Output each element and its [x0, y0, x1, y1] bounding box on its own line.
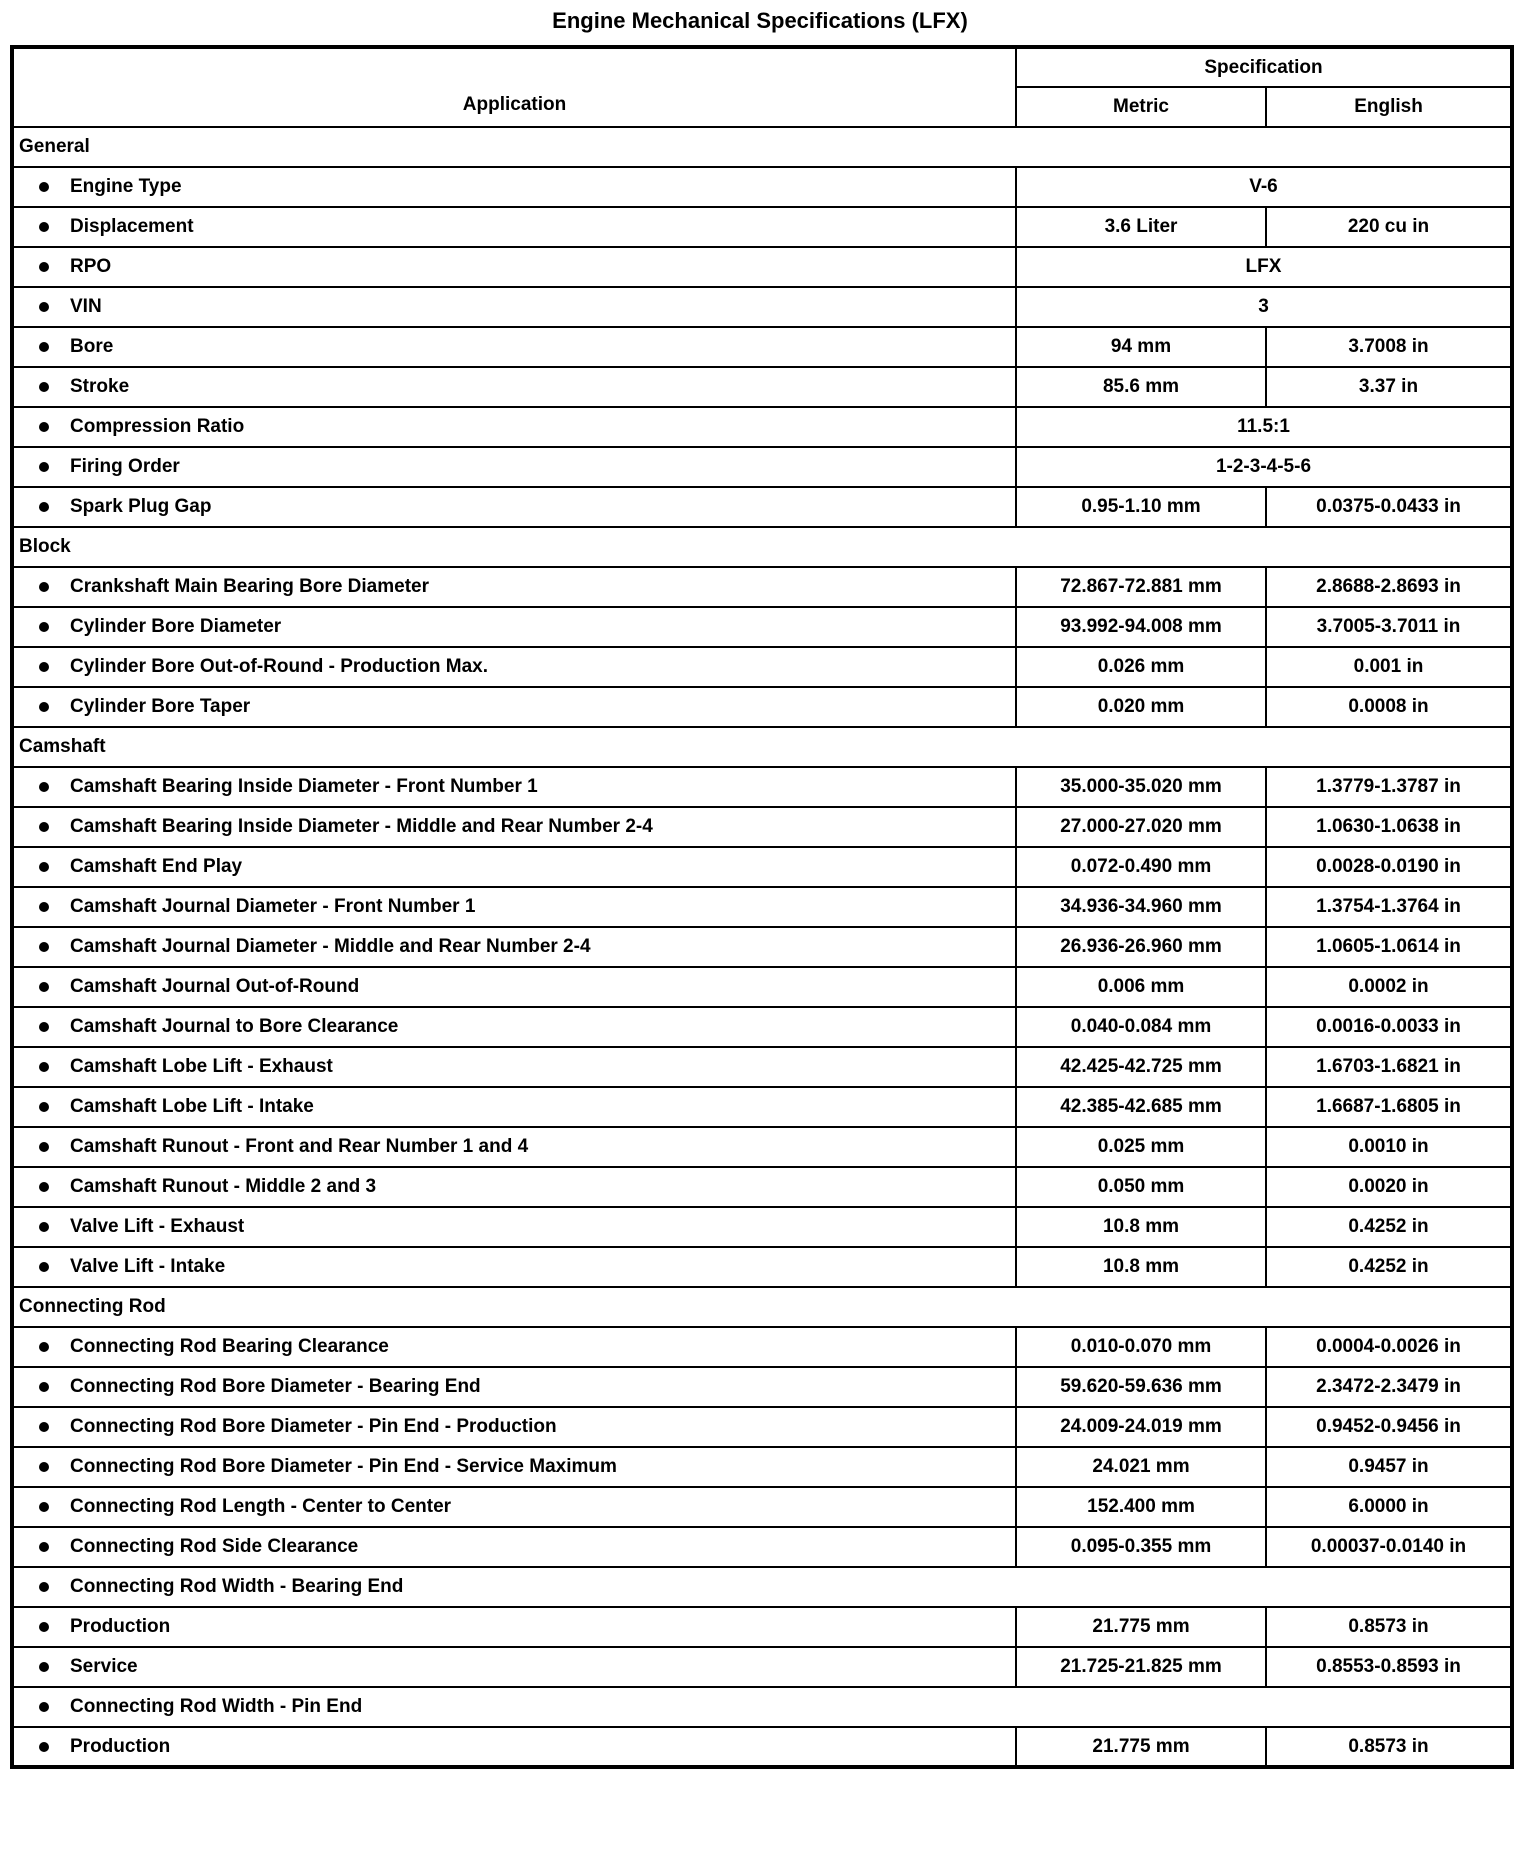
spec-value-english: 0.0375-0.0433 in	[1266, 487, 1512, 527]
spec-value-metric: 24.009-24.019 mm	[1016, 1407, 1266, 1447]
table-row	[12, 687, 1512, 727]
table-row	[12, 927, 1512, 967]
section-label: Camshaft	[12, 727, 1512, 767]
application-cell	[12, 1727, 1016, 1767]
application-cell	[12, 487, 1016, 527]
application-label: Cylinder Bore Out-of-Round - Production Max.	[70, 656, 488, 677]
application-label: Crankshaft Main Bearing Bore Diameter	[70, 576, 429, 597]
application-label: Camshaft Journal to Bore Clearance	[70, 1016, 399, 1037]
spec-value-english: 0.0016-0.0033 in	[1266, 1007, 1512, 1047]
table-row	[12, 807, 1512, 847]
application-label: Connecting Rod Bore Diameter - Bearing End	[70, 1376, 481, 1397]
bullet-icon	[39, 1062, 49, 1072]
bullet-icon	[39, 1582, 49, 1592]
table-row	[12, 1487, 1512, 1527]
spec-value-metric: 21.775 mm	[1016, 1727, 1266, 1767]
spec-value-english: 0.001 in	[1266, 647, 1512, 687]
spec-value-combined: 11.5:1	[1016, 407, 1512, 447]
table-row	[12, 247, 1512, 287]
section-row	[12, 1287, 1512, 1327]
bullet-icon	[39, 302, 49, 312]
spec-value-english: 1.6687-1.6805 in	[1266, 1087, 1512, 1127]
spec-value-metric: 10.8 mm	[1016, 1247, 1266, 1287]
table-row	[12, 287, 1512, 327]
spec-value-english: 0.0008 in	[1266, 687, 1512, 727]
table-row	[12, 847, 1512, 887]
application-cell	[12, 447, 1016, 487]
spec-value-metric: 21.725-21.825 mm	[1016, 1647, 1266, 1687]
application-cell	[12, 1407, 1016, 1447]
bullet-icon	[39, 1262, 49, 1272]
spec-value-metric: 0.040-0.084 mm	[1016, 1007, 1266, 1047]
application-cell	[12, 247, 1016, 287]
page-title: Engine Mechanical Specifications (LFX)	[552, 8, 968, 33]
application-label: Production	[70, 1616, 171, 1637]
application-cell	[12, 687, 1016, 727]
bullet-icon	[39, 942, 49, 952]
spec-value-english: 2.3472-2.3479 in	[1266, 1367, 1512, 1407]
table-row	[12, 1367, 1512, 1407]
table-row	[12, 1167, 1512, 1207]
bullet-icon	[39, 1382, 49, 1392]
application-label: Connecting Rod Bearing Clearance	[70, 1336, 389, 1357]
header-row-top	[12, 47, 1512, 87]
table-row	[12, 487, 1512, 527]
application-label: Camshaft Lobe Lift - Intake	[70, 1096, 314, 1117]
spec-value-metric: 26.936-26.960 mm	[1016, 927, 1266, 967]
bullet-icon	[39, 862, 49, 872]
spec-value-metric: 0.95-1.10 mm	[1016, 487, 1266, 527]
application-label: RPO	[70, 256, 112, 277]
table-body	[12, 127, 1512, 1767]
spec-value-combined: V-6	[1016, 167, 1512, 207]
table-row	[12, 1007, 1512, 1047]
spec-value-metric: 10.8 mm	[1016, 1207, 1266, 1247]
application-cell	[12, 1527, 1016, 1567]
column-header-metric: Metric	[1016, 87, 1266, 127]
table-row	[12, 1567, 1512, 1607]
spec-value-english: 3.7008 in	[1266, 327, 1512, 367]
bullet-icon	[39, 502, 49, 512]
application-label: Engine Type	[70, 176, 182, 197]
table-row	[12, 1687, 1512, 1727]
application-label: Camshaft Runout - Front and Rear Number 1 and 4	[70, 1136, 529, 1157]
application-label: Service	[70, 1656, 138, 1677]
application-label: Connecting Rod Side Clearance	[70, 1536, 359, 1557]
table-row	[12, 367, 1512, 407]
bullet-icon	[39, 1422, 49, 1432]
application-label: Bore	[70, 336, 114, 357]
spec-value-metric: 0.010-0.070 mm	[1016, 1327, 1266, 1367]
bullet-icon	[39, 822, 49, 832]
application-cell	[12, 927, 1016, 967]
spec-value-english: 0.00037-0.0140 in	[1266, 1527, 1512, 1567]
application-cell	[12, 1327, 1016, 1367]
spec-value-english: 1.0630-1.0638 in	[1266, 807, 1512, 847]
spec-value-metric: 0.095-0.355 mm	[1016, 1527, 1266, 1567]
table-row	[12, 1407, 1512, 1447]
bullet-icon	[39, 1502, 49, 1512]
spec-value-english: 6.0000 in	[1266, 1487, 1512, 1527]
application-cell	[12, 647, 1016, 687]
spec-value-combined: 3	[1016, 287, 1512, 327]
spec-value-metric: 0.025 mm	[1016, 1127, 1266, 1167]
application-label: Valve Lift - Intake	[70, 1256, 226, 1277]
application-cell	[12, 407, 1016, 447]
table-row	[12, 1647, 1512, 1687]
table-row	[12, 207, 1512, 247]
spec-value-english: 3.37 in	[1266, 367, 1512, 407]
spec-value-english: 0.9457 in	[1266, 1447, 1512, 1487]
spec-value-english: 220 cu in	[1266, 207, 1512, 247]
spec-value-english: 0.9452-0.9456 in	[1266, 1407, 1512, 1447]
bullet-icon	[39, 902, 49, 912]
application-label: Camshaft Bearing Inside Diameter - Front Number 1	[70, 776, 538, 797]
bullet-icon	[39, 1142, 49, 1152]
spec-value-metric: 42.385-42.685 mm	[1016, 1087, 1266, 1127]
application-label: Camshaft Lobe Lift - Exhaust	[70, 1056, 333, 1077]
section-label: Connecting Rod	[12, 1287, 1512, 1327]
bullet-icon	[39, 782, 49, 792]
spec-value-metric: 35.000-35.020 mm	[1016, 767, 1266, 807]
application-label: Spark Plug Gap	[70, 496, 212, 517]
section-label: Block	[12, 527, 1512, 567]
table-header	[12, 47, 1512, 127]
application-cell	[12, 1687, 1512, 1727]
application-cell	[12, 1167, 1016, 1207]
application-label: Camshaft Runout - Middle 2 and 3	[70, 1176, 377, 1197]
application-label: Production	[70, 1735, 171, 1757]
application-cell	[12, 1047, 1016, 1087]
column-header-application: Application	[12, 47, 1016, 127]
application-label: Valve Lift - Exhaust	[70, 1216, 245, 1237]
application-cell	[12, 327, 1016, 367]
application-label: Camshaft Journal Out-of-Round	[70, 976, 360, 997]
bullet-icon	[39, 1622, 49, 1632]
table-row	[12, 1207, 1512, 1247]
table-row	[12, 967, 1512, 1007]
bullet-icon	[39, 622, 49, 632]
spec-value-metric: 85.6 mm	[1016, 367, 1266, 407]
section-row	[12, 727, 1512, 767]
application-label: Compression Ratio	[70, 416, 245, 437]
spec-value-metric: 59.620-59.636 mm	[1016, 1367, 1266, 1407]
spec-value-english: 0.0020 in	[1266, 1167, 1512, 1207]
application-cell	[12, 1247, 1016, 1287]
application-label: Displacement	[70, 216, 194, 237]
bullet-icon	[39, 662, 49, 672]
bullet-icon	[39, 462, 49, 472]
table-row	[12, 167, 1512, 207]
application-label: Connecting Rod Bore Diameter - Pin End - Production	[70, 1416, 557, 1437]
table-row	[12, 1447, 1512, 1487]
application-cell	[12, 1487, 1016, 1527]
table-row	[12, 1047, 1512, 1087]
spec-value-english: 0.8573 in	[1266, 1727, 1512, 1767]
table-row	[12, 327, 1512, 367]
spec-value-english: 1.3779-1.3787 in	[1266, 767, 1512, 807]
spec-value-combined: 1-2-3-4-5-6	[1016, 447, 1512, 487]
table-row	[12, 1527, 1512, 1567]
application-cell	[12, 807, 1016, 847]
application-cell	[12, 847, 1016, 887]
table-row	[12, 1727, 1512, 1767]
application-label: Connecting Rod Width - Bearing End	[70, 1576, 404, 1597]
bullet-icon	[39, 182, 49, 192]
table-row	[12, 447, 1512, 487]
application-label: Connecting Rod Length - Center to Center	[70, 1496, 452, 1517]
application-cell	[12, 567, 1016, 607]
bullet-icon	[39, 582, 49, 592]
spec-value-metric: 0.026 mm	[1016, 647, 1266, 687]
application-label: Firing Order	[70, 456, 180, 477]
bullet-icon	[39, 262, 49, 272]
bullet-icon	[39, 222, 49, 232]
table-row	[12, 1127, 1512, 1167]
spec-value-combined: LFX	[1016, 247, 1512, 287]
application-label: Cylinder Bore Diameter	[70, 616, 282, 637]
spec-value-english: 0.8553-0.8593 in	[1266, 1647, 1512, 1687]
column-header-english: English	[1266, 87, 1512, 127]
table-row	[12, 1607, 1512, 1647]
application-cell	[12, 1607, 1016, 1647]
application-label: Cylinder Bore Taper	[70, 696, 251, 717]
spec-value-metric: 0.020 mm	[1016, 687, 1266, 727]
application-label: Camshaft Bearing Inside Diameter - Middle and Rear Number 2-4	[70, 816, 653, 837]
column-header-specification: Specification	[1016, 47, 1512, 87]
spec-value-metric: 24.021 mm	[1016, 1447, 1266, 1487]
spec-value-english: 1.3754-1.3764 in	[1266, 887, 1512, 927]
spec-value-english: 0.0028-0.0190 in	[1266, 847, 1512, 887]
bullet-icon	[39, 702, 49, 712]
application-cell	[12, 167, 1016, 207]
bullet-icon	[39, 342, 49, 352]
section-label: General	[12, 127, 1512, 167]
bullet-icon	[39, 1342, 49, 1352]
application-label: VIN	[70, 296, 102, 317]
spec-value-metric: 42.425-42.725 mm	[1016, 1047, 1266, 1087]
spec-value-english: 0.4252 in	[1266, 1207, 1512, 1247]
bullet-icon	[39, 1662, 49, 1672]
bullet-icon	[39, 1542, 49, 1552]
spec-value-english: 0.4252 in	[1266, 1247, 1512, 1287]
bullet-icon	[39, 1022, 49, 1032]
table-row	[12, 1087, 1512, 1127]
application-cell	[12, 287, 1016, 327]
application-label: Connecting Rod Width - Pin End	[70, 1696, 363, 1717]
application-cell	[12, 887, 1016, 927]
application-label: Camshaft Journal Diameter - Front Number 1	[70, 896, 476, 917]
application-cell	[12, 607, 1016, 647]
bullet-icon	[39, 1702, 49, 1712]
spec-value-metric: 0.006 mm	[1016, 967, 1266, 1007]
application-cell	[12, 1127, 1016, 1167]
spec-value-metric: 93.992-94.008 mm	[1016, 607, 1266, 647]
spec-value-metric: 34.936-34.960 mm	[1016, 887, 1266, 927]
spec-value-metric: 94 mm	[1016, 327, 1266, 367]
application-cell	[12, 1087, 1016, 1127]
spec-value-metric: 27.000-27.020 mm	[1016, 807, 1266, 847]
spec-value-english: 2.8688-2.8693 in	[1266, 567, 1512, 607]
bullet-icon	[39, 1462, 49, 1472]
application-cell	[12, 1567, 1512, 1607]
application-label: Camshaft Journal Diameter - Middle and Rear Number 2-4	[70, 936, 591, 957]
spec-value-english: 1.6703-1.6821 in	[1266, 1047, 1512, 1087]
table-row	[12, 1247, 1512, 1287]
section-row	[12, 127, 1512, 167]
application-label: Stroke	[70, 376, 130, 397]
bullet-icon	[39, 1182, 49, 1192]
bullet-icon	[39, 422, 49, 432]
spec-value-metric: 72.867-72.881 mm	[1016, 567, 1266, 607]
spec-table	[10, 45, 1514, 1769]
section-row	[12, 527, 1512, 567]
spec-value-metric: 0.050 mm	[1016, 1167, 1266, 1207]
application-cell	[12, 1007, 1016, 1047]
application-cell	[12, 967, 1016, 1007]
spec-value-metric: 3.6 Liter	[1016, 207, 1266, 247]
application-label: Connecting Rod Bore Diameter - Pin End - Service Maximum	[70, 1456, 617, 1477]
spec-value-metric: 21.775 mm	[1016, 1607, 1266, 1647]
application-cell	[12, 1367, 1016, 1407]
spec-value-metric: 0.072-0.490 mm	[1016, 847, 1266, 887]
spec-value-english: 3.7005-3.7011 in	[1266, 607, 1512, 647]
application-label: Camshaft End Play	[70, 856, 243, 877]
spec-value-english: 0.8573 in	[1266, 1607, 1512, 1647]
table-row	[12, 407, 1512, 447]
table-row	[12, 607, 1512, 647]
application-cell	[12, 1647, 1016, 1687]
application-cell	[12, 207, 1016, 247]
application-cell	[12, 367, 1016, 407]
spec-value-english: 1.0605-1.0614 in	[1266, 927, 1512, 967]
table-row	[12, 887, 1512, 927]
bullet-icon	[39, 382, 49, 392]
spec-value-metric: 152.400 mm	[1016, 1487, 1266, 1527]
application-cell	[12, 1207, 1016, 1247]
table-row	[12, 1327, 1512, 1367]
spec-value-english: 0.0002 in	[1266, 967, 1512, 1007]
bullet-icon	[39, 1222, 49, 1232]
application-cell	[12, 767, 1016, 807]
bullet-icon	[39, 982, 49, 992]
application-cell	[12, 1447, 1016, 1487]
bullet-icon	[39, 1742, 49, 1752]
table-row	[12, 567, 1512, 607]
spec-value-english: 0.0004-0.0026 in	[1266, 1327, 1512, 1367]
table-row	[12, 647, 1512, 687]
spec-value-english: 0.0010 in	[1266, 1127, 1512, 1167]
bullet-icon	[39, 1102, 49, 1112]
table-row	[12, 767, 1512, 807]
